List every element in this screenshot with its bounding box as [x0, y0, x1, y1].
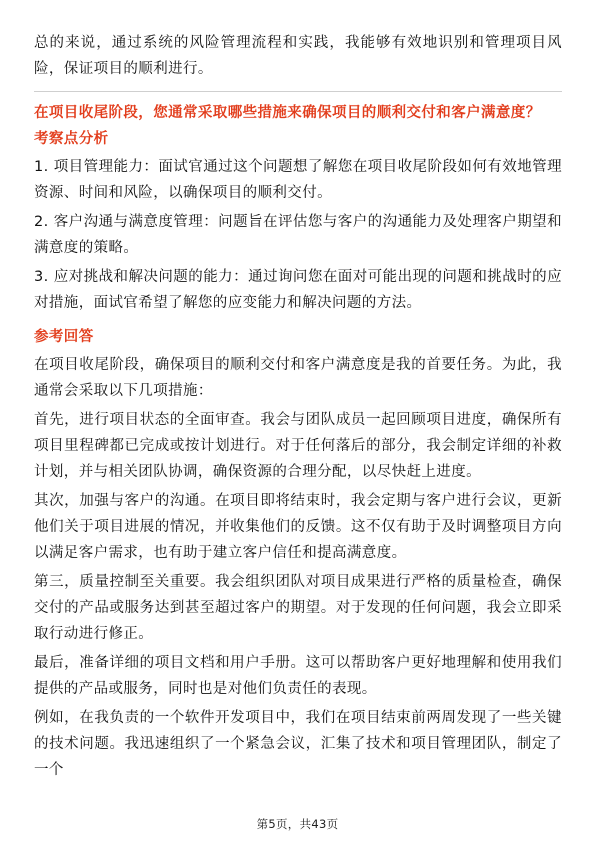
answer-paragraph-6: 例如，在我负责的一个软件开发项目中，我们在项目结束前两周发现了一些关键的技术问题。我迅速组织了一个紧急会议，汇集了技术和项目管理团队，制定了一个 [34, 710, 562, 778]
answer-paragraph-4: 第三，质量控制至关重要。我会组织团队对项目成果进行严格的质量检查，确保交付的产品或服务达到甚至超过客户的期望。对于发现的任何问题，我会立即采取行动进行修正。 [34, 574, 562, 642]
analysis-label: 考察点分析 [34, 131, 109, 147]
analysis-item-2: 2. 客户沟通与满意度管理：问题旨在评估您与客户的沟通能力及处理客户期望和满意度的策略。 [34, 214, 562, 256]
question-heading: 在项目收尾阶段，您通常采取哪些措施来确保项目的顺利交付和客户满意度？ [34, 105, 541, 121]
answer-label: 参考回答 [34, 329, 94, 345]
page-footer: 第5页，共43页 [256, 817, 339, 831]
analysis-item-3: 3. 应对挑战和解决问题的能力：通过询问您在面对可能出现的问题和挑战时的应对措施，面试官希望了解您的应变能力和解决问题的方法。 [34, 269, 562, 311]
answer-paragraph-2: 首先，进行项目状态的全面审查。我会与团队成员一起回顾项目进度，确保所有项目里程碑都已完成或按计划进行。对于任何落后的部分，我会制定详细的补救计划，并与相关团队协调，确保资源的合理分配，以尽快赶上进度。 [34, 412, 562, 480]
analysis-item-1: 1. 项目管理能力：面试官通过这个问题想了解您在项目收尾阶段如何有效地管理资源、时间和风险，以确保项目的顺利交付。 [34, 159, 562, 201]
answer-paragraph-1: 在项目收尾阶段，确保项目的顺利交付和客户满意度是我的首要任务。为此，我通常会采取以下几项措施： [34, 357, 562, 399]
section-divider [34, 91, 562, 92]
answer-paragraph-3: 其次，加强与客户的沟通。在项目即将结束时，我会定期与客户进行会议，更新他们关于项目进展的情况，并收集他们的反馈。这不仅有助于及时调整项目方向以满足客户需求，也有助于建立客户信任和提高满意度。 [34, 493, 562, 561]
answer-paragraph-5: 最后，准备详细的项目文档和用户手册。这可以帮助客户更好地理解和使用我们提供的产品或服务，同时也是对他们负责任的表现。 [34, 655, 562, 697]
intro-paragraph: 总的来说，通过系统的风险管理流程和实践，我能够有效地识别和管理项目风险，保证项目的顺利进行。 [34, 35, 562, 77]
document-body [34, 30, 562, 786]
